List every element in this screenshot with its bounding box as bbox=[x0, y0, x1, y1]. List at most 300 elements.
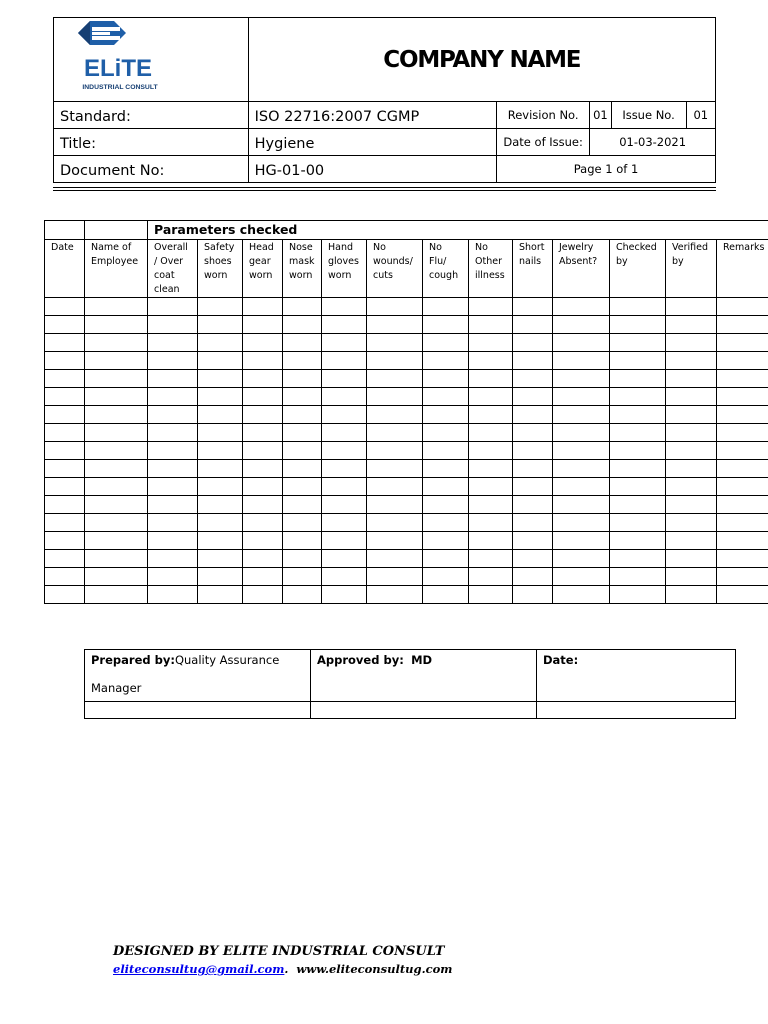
column-header: Date bbox=[45, 240, 85, 298]
table-cell bbox=[367, 352, 423, 370]
table-cell bbox=[148, 514, 198, 532]
table-cell bbox=[469, 388, 513, 406]
table-cell bbox=[717, 370, 768, 388]
table-cell bbox=[322, 370, 367, 388]
table-cell bbox=[610, 388, 666, 406]
table-cell bbox=[423, 388, 469, 406]
table-cell bbox=[666, 442, 717, 460]
table-cell bbox=[148, 424, 198, 442]
table-cell bbox=[198, 532, 243, 550]
table-cell bbox=[198, 442, 243, 460]
approved-by-label: Approved by: bbox=[317, 653, 404, 667]
table-cell bbox=[553, 424, 610, 442]
table-cell bbox=[45, 316, 85, 334]
table-cell bbox=[322, 478, 367, 496]
table-cell bbox=[610, 334, 666, 352]
table-cell bbox=[469, 424, 513, 442]
table-cell bbox=[283, 370, 322, 388]
table-cell bbox=[85, 424, 148, 442]
table-cell bbox=[666, 478, 717, 496]
table-cell bbox=[85, 514, 148, 532]
header-divider bbox=[53, 187, 716, 188]
table-row bbox=[45, 460, 768, 478]
table-cell bbox=[469, 406, 513, 424]
approved-by-cell bbox=[311, 650, 537, 702]
table-cell bbox=[513, 496, 553, 514]
table-cell bbox=[45, 514, 85, 532]
table-cell bbox=[553, 532, 610, 550]
table-cell bbox=[610, 406, 666, 424]
table-cell bbox=[469, 568, 513, 586]
table-cell bbox=[553, 316, 610, 334]
table-cell bbox=[666, 406, 717, 424]
table-cell bbox=[85, 370, 148, 388]
table-cell bbox=[666, 424, 717, 442]
table-cell bbox=[367, 370, 423, 388]
table-cell bbox=[243, 388, 283, 406]
table-cell bbox=[513, 514, 553, 532]
approved-by-value: MD bbox=[411, 653, 433, 667]
table-cell bbox=[322, 532, 367, 550]
table-cell bbox=[553, 334, 610, 352]
table-cell bbox=[85, 352, 148, 370]
table-cell bbox=[469, 496, 513, 514]
table-cell bbox=[553, 550, 610, 568]
table-cell bbox=[367, 388, 423, 406]
table-cell bbox=[243, 514, 283, 532]
prepared-sign-cell bbox=[85, 702, 311, 719]
table-cell bbox=[148, 568, 198, 586]
table-cell bbox=[148, 496, 198, 514]
table-cell bbox=[148, 478, 198, 496]
table-cell bbox=[148, 352, 198, 370]
table-cell bbox=[513, 478, 553, 496]
table-cell bbox=[148, 370, 198, 388]
table-cell bbox=[45, 334, 85, 352]
table-cell bbox=[367, 406, 423, 424]
table-cell bbox=[610, 550, 666, 568]
table-cell bbox=[198, 370, 243, 388]
table-cell bbox=[717, 334, 768, 352]
table-cell bbox=[666, 496, 717, 514]
table-cell bbox=[367, 496, 423, 514]
table-cell bbox=[423, 334, 469, 352]
contact-line: eliteconsultug@gmail.com. www.eliteconsultug.com bbox=[113, 962, 453, 976]
prepared-by-value-2: Manager bbox=[91, 681, 142, 695]
table-row bbox=[45, 334, 768, 352]
column-header: No Flu/ cough bbox=[423, 240, 469, 298]
table-cell bbox=[423, 424, 469, 442]
table-cell bbox=[666, 586, 717, 604]
table-cell bbox=[469, 352, 513, 370]
table-cell bbox=[553, 442, 610, 460]
docno-value: HG-01-00 bbox=[248, 156, 496, 183]
table-cell bbox=[322, 424, 367, 442]
table-cell bbox=[717, 568, 768, 586]
standard-value: ISO 22716:2007 CGMP bbox=[248, 102, 496, 129]
table-cell bbox=[553, 388, 610, 406]
docno-label: Document No: bbox=[54, 156, 249, 183]
table-cell bbox=[666, 298, 717, 316]
table-cell bbox=[243, 424, 283, 442]
blank-header-cell bbox=[45, 221, 85, 240]
table-cell bbox=[610, 460, 666, 478]
table-cell bbox=[717, 496, 768, 514]
table-cell bbox=[423, 496, 469, 514]
table-cell bbox=[469, 550, 513, 568]
table-cell bbox=[198, 568, 243, 586]
table-cell bbox=[45, 550, 85, 568]
table-cell bbox=[367, 442, 423, 460]
table-cell bbox=[198, 424, 243, 442]
table-cell bbox=[469, 514, 513, 532]
table-cell bbox=[423, 370, 469, 388]
table-cell bbox=[283, 388, 322, 406]
table-cell bbox=[469, 334, 513, 352]
table-cell bbox=[85, 478, 148, 496]
column-header: Short nails bbox=[513, 240, 553, 298]
table-cell bbox=[666, 352, 717, 370]
issue-value: 01 bbox=[686, 102, 715, 129]
table-cell bbox=[322, 388, 367, 406]
prepared-by-cell bbox=[85, 650, 311, 702]
table-cell bbox=[283, 334, 322, 352]
table-cell bbox=[610, 442, 666, 460]
table-cell bbox=[322, 442, 367, 460]
table-cell bbox=[367, 298, 423, 316]
table-cell bbox=[513, 334, 553, 352]
table-cell bbox=[666, 334, 717, 352]
blank-header-cell bbox=[85, 221, 148, 240]
table-row bbox=[45, 388, 768, 406]
column-header: Safety shoes worn bbox=[198, 240, 243, 298]
logo-cell bbox=[54, 18, 249, 102]
table-cell bbox=[283, 568, 322, 586]
table-cell bbox=[148, 316, 198, 334]
page-number: Page 1 of 1 bbox=[497, 156, 716, 183]
column-header: Overall / Over coat clean bbox=[148, 240, 198, 298]
table-cell bbox=[553, 586, 610, 604]
table-cell bbox=[367, 514, 423, 532]
table-cell bbox=[513, 550, 553, 568]
table-cell bbox=[283, 514, 322, 532]
table-cell bbox=[45, 352, 85, 370]
table-cell bbox=[610, 298, 666, 316]
table-cell bbox=[148, 586, 198, 604]
table-cell bbox=[283, 298, 322, 316]
hygiene-checklist-table bbox=[44, 220, 768, 604]
table-cell bbox=[610, 568, 666, 586]
table-cell bbox=[283, 550, 322, 568]
table-cell bbox=[322, 460, 367, 478]
column-header: Jewelry Absent? bbox=[553, 240, 610, 298]
email-link[interactable]: eliteconsultug@gmail.com bbox=[113, 962, 285, 976]
table-cell bbox=[717, 406, 768, 424]
table-cell bbox=[322, 334, 367, 352]
company-name: COMPANY NAME bbox=[248, 18, 715, 102]
prepared-by-value: Quality Assurance bbox=[174, 653, 280, 667]
logo-text: ELiTE bbox=[83, 54, 153, 82]
table-cell bbox=[85, 388, 148, 406]
table-cell bbox=[243, 568, 283, 586]
table-cell bbox=[717, 532, 768, 550]
table-cell bbox=[322, 586, 367, 604]
table-cell bbox=[283, 496, 322, 514]
table-cell bbox=[513, 370, 553, 388]
table-cell bbox=[322, 316, 367, 334]
table-cell bbox=[513, 424, 553, 442]
table-cell bbox=[367, 550, 423, 568]
table-cell bbox=[513, 460, 553, 478]
table-cell bbox=[553, 568, 610, 586]
table-cell bbox=[717, 460, 768, 478]
table-cell bbox=[198, 586, 243, 604]
table-cell bbox=[367, 568, 423, 586]
table-row bbox=[45, 568, 768, 586]
table-cell bbox=[367, 586, 423, 604]
title-label: Title: bbox=[54, 129, 249, 156]
table-cell bbox=[717, 442, 768, 460]
table-row bbox=[45, 406, 768, 424]
document-header bbox=[53, 17, 716, 183]
table-cell bbox=[45, 478, 85, 496]
table-cell bbox=[423, 586, 469, 604]
table-cell bbox=[469, 478, 513, 496]
table-cell bbox=[469, 532, 513, 550]
table-cell bbox=[198, 496, 243, 514]
table-row bbox=[45, 370, 768, 388]
table-cell bbox=[283, 478, 322, 496]
column-header: No wounds/ cuts bbox=[367, 240, 423, 298]
column-header: Verified by bbox=[666, 240, 717, 298]
table-cell bbox=[198, 478, 243, 496]
table-cell bbox=[198, 460, 243, 478]
table-cell bbox=[513, 352, 553, 370]
table-cell bbox=[45, 532, 85, 550]
table-cell bbox=[85, 460, 148, 478]
table-row bbox=[45, 550, 768, 568]
table-cell bbox=[243, 586, 283, 604]
table-cell bbox=[553, 406, 610, 424]
table-cell bbox=[243, 406, 283, 424]
table-cell bbox=[148, 406, 198, 424]
logo-subtext: INDUSTRIAL CONSULT bbox=[82, 83, 158, 91]
table-cell bbox=[666, 568, 717, 586]
table-cell bbox=[717, 586, 768, 604]
table-cell bbox=[469, 316, 513, 334]
table-cell bbox=[283, 406, 322, 424]
table-cell bbox=[423, 316, 469, 334]
table-cell bbox=[423, 550, 469, 568]
table-cell bbox=[553, 496, 610, 514]
table-cell bbox=[85, 316, 148, 334]
table-cell bbox=[513, 316, 553, 334]
column-header: Hand gloves worn bbox=[322, 240, 367, 298]
date-issue-value: 01-03-2021 bbox=[590, 129, 716, 156]
column-header: Checked by bbox=[610, 240, 666, 298]
table-cell bbox=[243, 478, 283, 496]
table-cell bbox=[717, 316, 768, 334]
table-cell bbox=[610, 514, 666, 532]
table-row bbox=[45, 424, 768, 442]
table-cell bbox=[148, 334, 198, 352]
table-cell bbox=[45, 406, 85, 424]
table-cell bbox=[45, 388, 85, 406]
table-cell bbox=[243, 460, 283, 478]
revision-label: Revision No. bbox=[497, 102, 590, 129]
table-cell bbox=[513, 568, 553, 586]
website-text[interactable]: www.eliteconsultug.com bbox=[296, 962, 453, 976]
table-cell bbox=[322, 496, 367, 514]
table-cell bbox=[148, 550, 198, 568]
table-cell bbox=[423, 514, 469, 532]
table-cell bbox=[666, 460, 717, 478]
table-cell bbox=[423, 568, 469, 586]
table-cell bbox=[85, 586, 148, 604]
table-cell bbox=[469, 460, 513, 478]
table-cell bbox=[85, 496, 148, 514]
date-label: Date: bbox=[543, 653, 579, 667]
table-cell bbox=[45, 460, 85, 478]
table-cell bbox=[243, 496, 283, 514]
table-cell bbox=[513, 586, 553, 604]
table-row bbox=[45, 298, 768, 316]
table-cell bbox=[243, 370, 283, 388]
revision-value: 01 bbox=[590, 102, 611, 129]
table-row bbox=[45, 496, 768, 514]
table-cell bbox=[469, 586, 513, 604]
table-cell bbox=[610, 316, 666, 334]
table-cell bbox=[367, 460, 423, 478]
table-cell bbox=[322, 514, 367, 532]
date-cell bbox=[537, 650, 736, 702]
table-cell bbox=[666, 316, 717, 334]
designed-by-text: DESIGNED BY ELITE INDUSTRIAL CONSULT bbox=[113, 944, 445, 959]
issue-label: Issue No. bbox=[611, 102, 686, 129]
table-cell bbox=[553, 514, 610, 532]
table-cell bbox=[243, 352, 283, 370]
table-cell bbox=[553, 370, 610, 388]
table-cell bbox=[553, 478, 610, 496]
table-cell bbox=[283, 460, 322, 478]
table-cell bbox=[85, 568, 148, 586]
table-cell bbox=[717, 298, 768, 316]
table-cell bbox=[367, 478, 423, 496]
table-cell bbox=[513, 532, 553, 550]
signoff-table bbox=[84, 649, 736, 719]
table-cell bbox=[85, 406, 148, 424]
table-cell bbox=[198, 334, 243, 352]
date-issue-label: Date of Issue: bbox=[497, 129, 590, 156]
table-cell bbox=[666, 532, 717, 550]
date-sign-cell bbox=[537, 702, 736, 719]
table-cell bbox=[45, 442, 85, 460]
table-cell bbox=[469, 370, 513, 388]
column-header: Remarks bbox=[717, 240, 768, 298]
column-header: Name of Employee bbox=[85, 240, 148, 298]
table-row bbox=[45, 316, 768, 334]
table-cell bbox=[717, 550, 768, 568]
table-cell bbox=[198, 316, 243, 334]
table-cell bbox=[85, 442, 148, 460]
table-cell bbox=[513, 406, 553, 424]
table-cell bbox=[367, 316, 423, 334]
table-row bbox=[45, 514, 768, 532]
table-cell bbox=[717, 352, 768, 370]
table-cell bbox=[610, 532, 666, 550]
table-cell bbox=[367, 334, 423, 352]
table-cell bbox=[553, 298, 610, 316]
table-cell bbox=[85, 532, 148, 550]
table-cell bbox=[367, 424, 423, 442]
table-cell bbox=[423, 478, 469, 496]
table-cell bbox=[610, 496, 666, 514]
table-cell bbox=[148, 460, 198, 478]
table-cell bbox=[85, 550, 148, 568]
table-cell bbox=[243, 550, 283, 568]
table-cell bbox=[423, 352, 469, 370]
table-cell bbox=[243, 316, 283, 334]
column-header: No Other illness bbox=[469, 240, 513, 298]
table-row bbox=[45, 352, 768, 370]
table-cell bbox=[45, 370, 85, 388]
table-cell bbox=[553, 460, 610, 478]
table-cell bbox=[610, 352, 666, 370]
table-cell bbox=[322, 352, 367, 370]
prepared-by-label: Prepared by: bbox=[91, 653, 175, 667]
table-cell bbox=[85, 298, 148, 316]
table-cell bbox=[423, 442, 469, 460]
table-cell bbox=[243, 334, 283, 352]
table-cell bbox=[148, 532, 198, 550]
table-cell bbox=[198, 388, 243, 406]
table-cell bbox=[423, 532, 469, 550]
table-cell bbox=[717, 514, 768, 532]
title-value: Hygiene bbox=[248, 129, 496, 156]
table-cell bbox=[666, 370, 717, 388]
table-cell bbox=[367, 532, 423, 550]
table-cell bbox=[513, 298, 553, 316]
table-cell bbox=[666, 550, 717, 568]
table-cell bbox=[198, 352, 243, 370]
table-cell bbox=[322, 550, 367, 568]
table-cell bbox=[243, 442, 283, 460]
table-cell bbox=[148, 388, 198, 406]
table-cell bbox=[469, 298, 513, 316]
table-cell bbox=[717, 388, 768, 406]
table-cell bbox=[85, 334, 148, 352]
table-cell bbox=[45, 424, 85, 442]
table-cell bbox=[283, 532, 322, 550]
table-row bbox=[45, 478, 768, 496]
table-cell bbox=[610, 370, 666, 388]
table-cell bbox=[717, 478, 768, 496]
column-header: Nose mask worn bbox=[283, 240, 322, 298]
table-cell bbox=[45, 298, 85, 316]
table-cell bbox=[283, 316, 322, 334]
table-cell bbox=[666, 388, 717, 406]
approved-sign-cell bbox=[311, 702, 537, 719]
table-row bbox=[45, 586, 768, 604]
table-cell bbox=[283, 442, 322, 460]
header-divider-2 bbox=[53, 190, 716, 191]
table-body bbox=[45, 298, 768, 604]
table-row bbox=[45, 442, 768, 460]
table-cell bbox=[322, 406, 367, 424]
table-cell bbox=[148, 298, 198, 316]
table-cell bbox=[198, 550, 243, 568]
table-cell bbox=[198, 406, 243, 424]
